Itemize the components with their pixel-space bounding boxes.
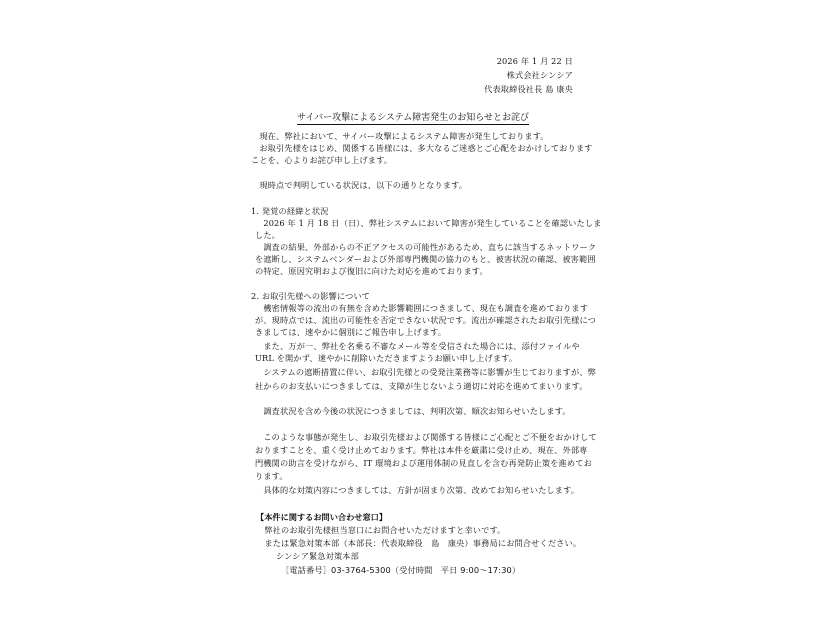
section2-line: きましては、速やかに個別にご報告申し上げます。 (255, 327, 447, 337)
section1-heading: 1. 発覚の経緯と状況 (251, 206, 329, 216)
section2-line: 社からのお支払いにつきましては、支障が生じないよう適切に対応を進めてまいります。 (255, 381, 588, 391)
section2-line: が、現時点では、流出の可能性を否定できない状況です。流出が確認されたお取引先様につ (255, 315, 597, 325)
section1-line: を遮断し、システムベンダーおよび外部専門機関の協力のもと、被害状況の確認、被害範囲 (255, 254, 596, 264)
page-title (0, 110, 826, 123)
company-name: 株式会社シンシア (506, 70, 573, 80)
section2-heading: 2. お取引先様への影響について (251, 291, 371, 301)
closing-line: ります。 (255, 471, 288, 481)
followup-line: 調査状況を含め今後の状況につきましては、判明次第、順次お知らせいたします。 (255, 406, 571, 416)
status-line: 現時点で判明している状況は、以下の通りとなります。 (251, 180, 468, 190)
contact-heading: 【本件に関するお問い合わせ窓口】 (256, 512, 388, 522)
section1-line: 2026 年 1 月 18 日（日）、弊社システムにおいて障害が発生していることを確認いたしま (255, 218, 602, 228)
page-title-text: サイバー攻撃によるシステム障害発生のお知らせとお詫び (296, 113, 530, 123)
contact-line: または緊急対策本部（本部長：代表取締役 島 康央）事務局にお問合せください。 (256, 538, 582, 548)
section2-line: 機密情報等の流出の有無を含めた影響範囲につきまして、現在も調査を進めております (255, 303, 589, 313)
section2-line: システムの遮断措置に伴い、お取引先様との受発注業務等に影響が生じておりますが、弊 (255, 367, 597, 377)
intro-line: ことを、心よりお詫び申し上げます。 (251, 155, 393, 165)
contact-phone-value: 03-3764-5300（受付時間 平日 9:00～17:30） (331, 565, 521, 575)
intro-line: 現在、弊社において、サイバー攻撃によるシステム障害が発生しております。 (251, 131, 549, 141)
intro-line: お取引先様をはじめ、関係する皆様には、多大なるご迷惑とご心配をおかけしております (251, 143, 593, 153)
closing-line: 門機関の助言を受けながら、IT 環境および運用体制の見直しを含む再発防止策を進めてお (255, 458, 592, 468)
contact-line: 弊社のお取引先様担当窓口にお問合せいただけますと幸いです。 (256, 525, 506, 535)
closing-line: おりますことを、重く受け止めております。弊社は本件を厳粛に受け止め、現在、外部専 (255, 445, 588, 455)
signatory: 代表取締役社長 島 康央 (484, 84, 573, 94)
contact-phone-label: ［電話番号］ (281, 565, 332, 575)
section1-line: の特定、原因究明および復旧に向けた対応を進めております。 (255, 266, 488, 276)
section1-line: 調査の結果、外部からの不正アクセスの可能性があるため、直ちに該当するネットワーク (255, 242, 597, 252)
letter-date: 2026 年 1 月 22 日 (496, 56, 573, 66)
section2-line: また、万が一、弊社を名乗る不審なメール等を受信された場合には、添付ファイルや (255, 341, 580, 351)
closing-line: このような事態が発生し、お取引先様および関係する皆様にご心配とご不便をおかけして (255, 432, 597, 442)
contact-office: シンシア緊急対策本部 (276, 551, 359, 561)
closing-line: 具体的な対策内容につきましては、方針が固まり次第、改めてお知らせいたします。 (255, 485, 580, 495)
section2-line: URL を開かず、速やかに削除いただきますようお願い申し上げます。 (255, 353, 518, 363)
section1-line: した。 (255, 230, 281, 240)
